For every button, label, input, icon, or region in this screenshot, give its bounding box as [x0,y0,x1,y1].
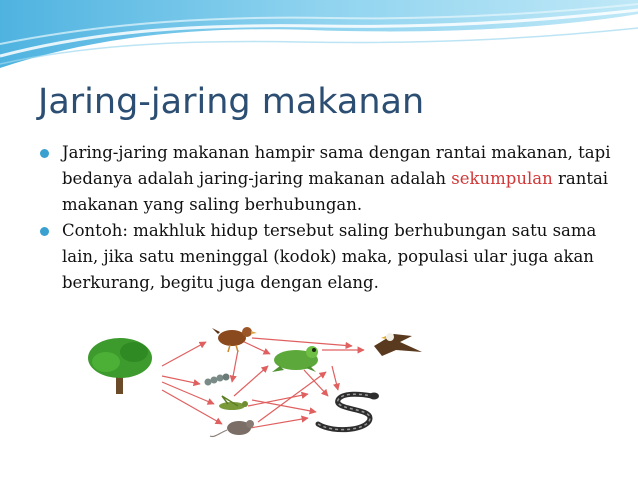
bullet-icon [40,227,49,236]
header-wave-decoration [0,0,638,80]
bullet-item-definition [40,140,615,218]
bullet-list [40,140,615,296]
frog-icon [272,346,318,372]
food-web-arrows [162,338,364,428]
food-web-diagram [82,326,456,446]
tree-icon [88,338,152,394]
highlight-word: sekumpulan [451,169,553,188]
eagle-icon [374,333,422,356]
bullet-item-example [40,218,615,296]
bullet-text-part: Jaring-jaring makanan hampir sama dengan rantai makanan, tapi bedanya adalah jaring-jaring makanan adalah [62,143,611,188]
snake-icon [318,393,379,430]
chicken-icon [212,327,257,352]
bullet-text-part: rantai makanan yang saling berhubungan. [62,169,609,214]
grasshopper-icon [219,396,248,410]
slide-title: Jaring-jaring makanan [38,82,425,122]
bullet-text: Contoh: makhluk hidup tersebut saling berhubungan satu sama lain, jika satu meninggal (kodok) maka, populasi ular juga akan berkurang, begitu juga dengan elang. [62,221,597,292]
mouse-icon [210,420,254,437]
caterpillar-icon [205,374,230,386]
bullet-icon [40,149,49,158]
